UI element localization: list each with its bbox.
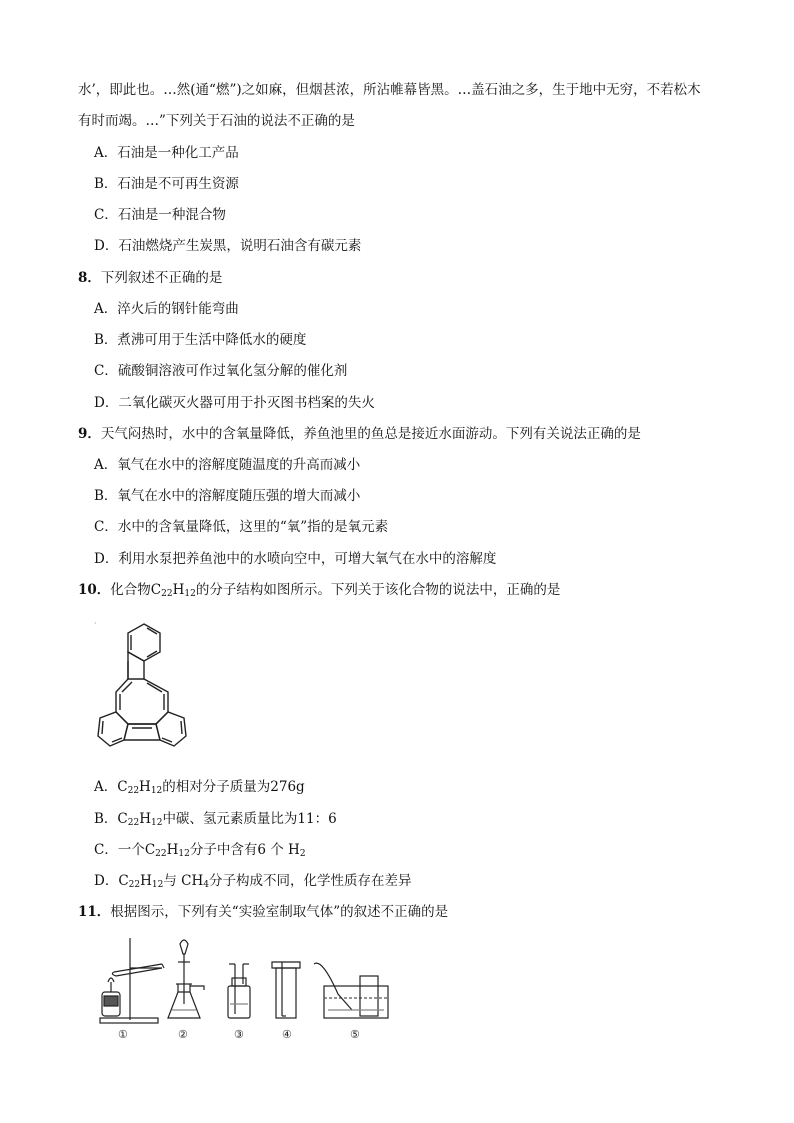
q8-option-a: A．淬火后的钢针能弯曲 <box>94 301 239 317</box>
q10-stem-post: 的分子结构如图所示。下列关于该化合物的说法中，正确的是 <box>195 582 561 598</box>
q7-stem-line1: 水’，即此也。…然(通“燃”)之如麻，但烟甚浓，所沾帷幕皆黑。…盖石油之多，生于地中无穷，不若松木 <box>78 82 701 98</box>
q9-stem <box>78 424 641 444</box>
q8-stem <box>78 268 222 288</box>
q10-option-c-sub-2: 2 <box>299 849 306 859</box>
q10-option-a <box>94 777 305 801</box>
q10-option-d-sub-4: 4 <box>203 880 209 890</box>
q10-option-a-post: 的相对分子质量为276g <box>162 779 305 795</box>
q10-option-d <box>94 871 411 895</box>
q10-option-b-post: 中碳、氢元素质量比为11：6 <box>162 811 337 827</box>
q9-stem-text: 天气闷热时，水中的含氧量降低，养鱼池里的鱼总是接近水面游动。下列有关说法正确的是 <box>100 426 641 442</box>
apparatus-1-heating-setup <box>100 938 164 1023</box>
apparatus-4-gas-jar <box>272 962 300 1018</box>
q8-stem-text: 下列叙述不正确的是 <box>100 270 223 286</box>
apparatus-label-4: ④ <box>282 1028 292 1041</box>
apparatus-label-5: ⑤ <box>350 1028 360 1041</box>
q7-option-b: B．石油是不可再生资源 <box>94 176 239 192</box>
q8-option-c: C．硫酸铜溶液可作过氧化氢分解的催化剂 <box>94 363 348 379</box>
apparatus-label-1: ① <box>118 1028 128 1041</box>
q10-option-a-sub-c: 22 <box>127 786 140 796</box>
q7-option-d: D．石油燃烧产生炭黑，说明石油含有碳元素 <box>94 238 362 254</box>
q10-stem <box>78 580 560 604</box>
q8-option-d: D．二氧化碳灭火器可用于扑灭图书档案的失火 <box>94 395 375 411</box>
q10-option-c-sub-c: 22 <box>155 849 167 859</box>
q10-option-b <box>94 809 337 833</box>
q10-stem-pre: 化合物C <box>110 582 162 598</box>
q10-option-d-mid: 与 CH <box>163 873 204 889</box>
q11-number: 11． <box>78 904 111 920</box>
q10-option-d-post: 分子构成不同，化学性质存在差异 <box>208 873 412 889</box>
lab-apparatus-diagram <box>92 934 392 1044</box>
q7-option-c: C．石油是一种混合物 <box>94 207 226 223</box>
q10-option-d-pre: D．C <box>94 873 129 889</box>
q10-option-d-sub-h: 12 <box>151 880 164 890</box>
q9-option-d: D．利用水泵把养鱼池中的水喷向空中，可增大氧气在水中的溶解度 <box>94 551 497 567</box>
q10-option-c <box>94 840 306 864</box>
q10-option-a-sub-h: 12 <box>150 786 163 796</box>
apparatus-5-water-trough <box>314 963 388 1018</box>
q10-option-b-sub-h: 12 <box>150 818 163 828</box>
q10-number: 10． <box>78 582 111 598</box>
q10-option-b-pre: B．C <box>94 811 128 827</box>
q7-option-a: A．石油是一种化工产品 <box>94 145 239 161</box>
q10-stem-sub-h: 12 <box>184 589 196 599</box>
svg-text:·: · <box>94 619 97 628</box>
q8-number: 8． <box>78 270 101 286</box>
q9-option-c: C．水中的含氧量降低，这里的“氧”指的是氧元素 <box>94 519 389 535</box>
q10-option-b-h: H <box>139 811 151 827</box>
apparatus-label-2: ② <box>178 1028 188 1041</box>
apparatus-2-flask-with-funnel <box>168 940 204 1018</box>
q7-stem-line2: 有时而竭。…”下列关于石油的说法不正确的是 <box>78 113 355 129</box>
apparatus-label-3: ③ <box>234 1028 244 1041</box>
q10-option-a-pre: A．C <box>94 779 128 795</box>
q11-stem <box>78 902 448 922</box>
q8-option-b: B．煮沸可用于生活中降低水的硬度 <box>94 332 307 348</box>
apparatus-3-gas-bottle <box>228 964 250 1018</box>
q10-option-b-sub-c: 22 <box>127 818 140 828</box>
q10-option-c-pre: C．一个C <box>94 842 156 858</box>
cyclooctatetraene-ring <box>116 679 168 724</box>
molecule-structure-diagram <box>92 612 202 762</box>
q10-stem-h: H <box>172 582 185 598</box>
q9-option-a: A．氧气在水中的溶解度随温度的升高而减小 <box>94 457 361 473</box>
top-cyclobutadiene-ring <box>128 652 144 679</box>
q9-option-b: B．氧气在水中的溶解度随压强的增大而减小 <box>94 488 361 504</box>
q11-stem-text: 根据图示，下列有关“实验室制取气体”的叙述不正确的是 <box>110 904 449 920</box>
q10-option-c-h: H <box>166 842 179 858</box>
q10-option-a-h: H <box>139 779 151 795</box>
q9-number: 9． <box>78 426 101 442</box>
q10-option-d-h: H <box>140 873 152 889</box>
q10-option-d-sub-c: 22 <box>128 880 141 890</box>
q10-stem-sub-c: 22 <box>161 589 173 599</box>
bottom-cyclobutadiene-ring <box>124 724 160 740</box>
q10-option-c-post: 分子中含有6 个 H <box>189 842 300 858</box>
q10-option-c-sub-h: 12 <box>178 849 190 859</box>
